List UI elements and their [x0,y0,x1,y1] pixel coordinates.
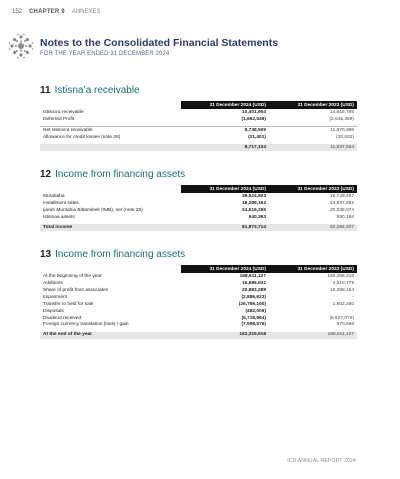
table-row [40,214,357,221]
page-title: Notes to the Consolidated Financial Statements [40,37,279,49]
financial-table [40,265,357,339]
value-2023: 11,870,386 [269,126,357,133]
value-2024: 168,611,127 [239,273,266,279]
section-number: 12 [40,169,52,180]
table-row [40,200,357,207]
row-label: At the beginning of the year [43,273,102,279]
row-label: Murabaha [43,193,65,199]
value-2024: (1,662,549) [241,116,266,122]
value-2023: 14,515,785 [329,109,354,115]
table-row [40,193,357,200]
row-label [40,144,181,151]
page-header [12,9,101,15]
table-row [40,301,357,308]
value-2023: (32,832) [336,134,354,140]
row-label: Istisnaa assets [43,214,75,220]
col-header-2023: 31 December 2023 (USD) [269,185,357,193]
value-2024: 24,519,255 [241,207,266,213]
row-label: At the end of the year [40,332,181,339]
table-row [40,207,357,214]
value-2023: (2,645,399) [329,116,354,122]
value-2024: (5,718,964) [241,315,266,321]
value-2023: 11,837,554 [269,144,357,151]
col-header-2024: 31 December 2024 (USD) [181,185,269,193]
value-2024: 10,401,954 [241,109,266,115]
table-row [40,109,357,116]
col-header-2024: 31 December 2024 (USD) [181,101,269,109]
table-row [40,315,357,322]
total-row [40,332,357,339]
section-title: Istisna’a receivable [54,85,140,96]
value-2023: 24,937,882 [329,200,354,206]
value-2023: - [352,308,354,314]
table-row [40,134,357,141]
row-label: Foreign currency translation (loss) / gain [43,322,129,328]
col-header-2024: 31 December 2024 (USD) [181,265,269,273]
value-2023: 4,810,779 [332,280,354,286]
total-row [40,224,357,231]
row-label: Istisna’a receivable [43,109,84,115]
table-row [40,308,357,315]
total-row [40,144,357,151]
section-number: 11 [40,85,51,96]
row-label: Total income [40,224,181,231]
page-subtitle: FOR THE YEAR ENDED 31 DECEMBER 2024 [40,51,170,57]
row-label: Share of profit from associates [43,287,109,293]
value-2024: 8,717,104 [181,144,269,151]
value-2024: (482,006) [245,308,266,314]
value-2024: (7,998,576) [241,322,266,328]
table-row [40,287,357,294]
section-number: 13 [40,249,52,260]
value-2023: 590,184 [336,214,354,220]
value-2024: 540,393 [248,214,266,220]
value-2024: 8,738,505 [181,126,269,133]
value-2024: 20,883,289 [241,287,266,293]
section-title: Income from financing assets [55,169,186,180]
section-istisna-receivable [40,85,357,151]
chapter-label: CHAPTER 9 [29,9,65,15]
financial-table [40,101,357,151]
value-2024: (21,401) [248,134,266,140]
value-2024: (26,769,160) [238,301,266,307]
value-2024: 16,686,931 [241,280,266,286]
value-2024: (2,886,623) [241,294,266,300]
icd-logo-icon [8,33,34,59]
table-row [40,294,357,301]
value-2024: 81,873,714 [181,224,269,231]
title-block [40,37,278,57]
table-row [40,273,357,280]
row-label: Deferred Profit [43,116,75,122]
value-2023: 16,728,487 [329,193,354,199]
row-label: Disposals [43,308,64,314]
section-income-financing-assets [40,169,357,231]
value-2023: 970,688 [336,322,354,328]
col-header-2023: 31 December 2023 (USD) [269,101,357,109]
table-row [40,280,357,287]
page-footer: ICD ANNUAL REPORT 2024 [287,458,356,464]
value-2023: 62,294,407 [269,224,357,231]
row-label: Net Istisna’a receivable [40,126,181,133]
col-header-2023: 31 December 2023 (USD) [269,265,357,273]
value-2024: 18,289,163 [241,200,266,206]
value-2023: 168,611,127 [269,332,357,339]
value-2023: 20,038,074 [329,207,354,213]
row-label: Installment sales [43,200,79,206]
value-2023: - [352,294,354,300]
row-label: Ijarah Muntahia Bittamleek (IMB), net (note 25) [43,207,143,213]
value-2024: 162,315,918 [181,332,269,339]
row-label: Transfer to held for sale [43,301,94,307]
row-label: Dividend received [43,315,82,321]
section-title: Income from financing assets [55,249,186,260]
page-number: 152 [12,9,23,15]
row-label: Impairment [43,294,67,300]
value-2023: (5,627,072) [329,315,354,321]
row-label: Allowance for credit losses (note 26) [43,134,121,140]
financial-table [40,185,357,231]
table-row [40,126,357,133]
value-2023: 150,465,318 [327,273,354,279]
section-label: ANNEXES [71,9,101,15]
row-label: Additions [43,280,63,286]
table-row [40,116,357,123]
table-row [40,322,357,329]
value-2024: 38,524,903 [241,193,266,199]
value-2023: 16,389,154 [329,287,354,293]
section-investment-in-associates [40,249,357,339]
value-2023: 1,602,260 [332,301,354,307]
